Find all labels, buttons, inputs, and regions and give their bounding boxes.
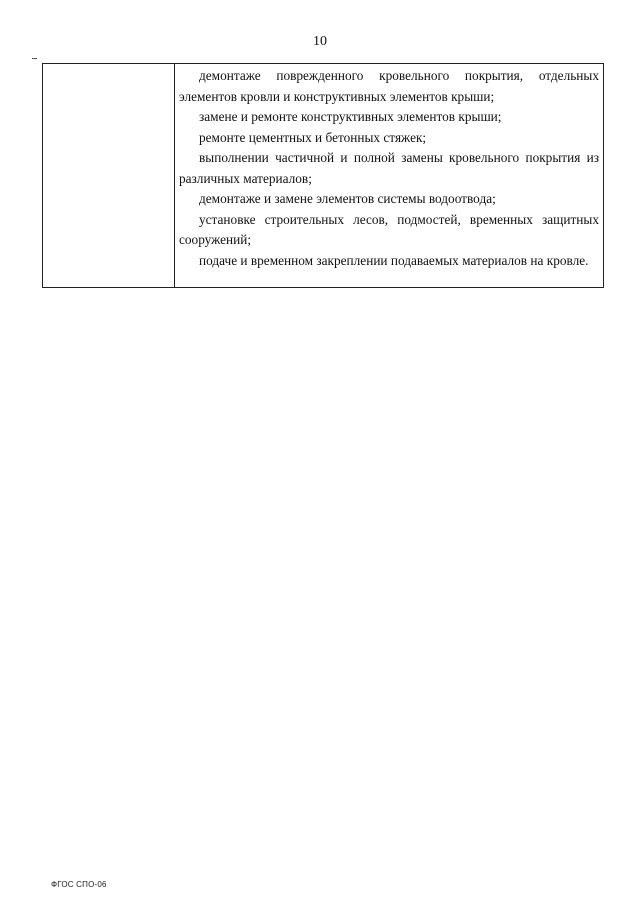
- footer-code: ФГОС СПО-06: [51, 880, 107, 889]
- content-table: [42, 63, 604, 288]
- list-item: ремонте цементных и бетонных стяжек;: [199, 129, 427, 145]
- list-item: установке строительных лесов, подмостей, временных защитных сооружений;: [179, 211, 599, 247]
- list-item: замене и ремонте конструктивных элементов крыши;: [199, 109, 502, 124]
- table-row: [43, 64, 604, 288]
- list-item: подаче и временном закреплении подаваемых материалов на кровле.: [199, 252, 589, 268]
- scan-mark: [32, 58, 37, 59]
- list-item: демонтаже и замене элементов системы водоотвода;: [199, 191, 496, 206]
- list-item: выполнении частичной и полной замены кровельного покрытия из различных материалов;: [179, 150, 599, 186]
- list-item: демонтаже поврежденного кровельного покрытия, отдельных элементов кровли и конструктивных элементов крыши;: [179, 68, 599, 104]
- table-right-cell: [175, 64, 604, 288]
- page-number: 10: [313, 34, 327, 49]
- table-left-cell: [43, 64, 175, 288]
